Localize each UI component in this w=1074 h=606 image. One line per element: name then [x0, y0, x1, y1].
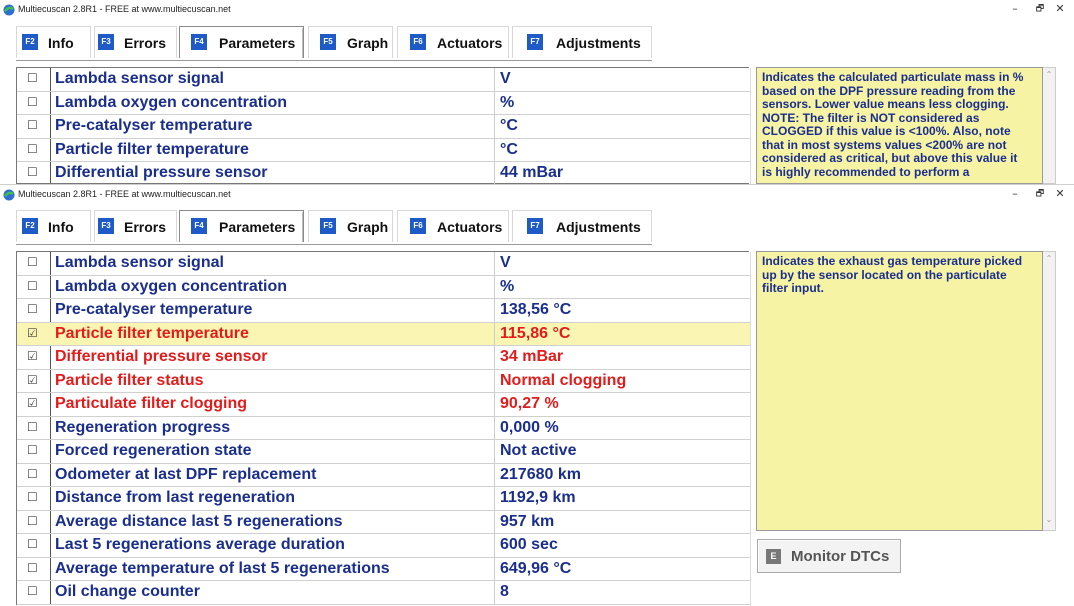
column-divider [494, 162, 495, 185]
column-divider [494, 139, 495, 162]
tab-label: Graph [347, 35, 389, 51]
table-row[interactable] [17, 511, 750, 535]
parameter-value: 44 mBar [500, 164, 564, 181]
tab-label: Info [48, 219, 74, 235]
checkbox-icon[interactable]: ☐ [27, 71, 38, 85]
table-row[interactable] [17, 487, 750, 511]
parameter-value: 90,27 % [500, 395, 559, 412]
table-row[interactable] [17, 534, 750, 558]
table-row[interactable] [17, 92, 750, 116]
table-row[interactable] [17, 139, 750, 163]
table-row[interactable] [17, 276, 750, 300]
column-divider [494, 252, 495, 275]
checkbox-icon[interactable]: ☐ [27, 584, 38, 598]
maximize-button[interactable]: 🗗 [1035, 4, 1045, 14]
parameter-value: 600 sec [500, 536, 558, 553]
parameter-name: Last 5 regenerations average duration [55, 536, 345, 553]
checkbox-checked-icon[interactable]: ☑ [27, 396, 38, 410]
f6-key-icon: F6 [410, 218, 426, 234]
table-row[interactable] [17, 558, 750, 582]
column-divider [494, 115, 495, 138]
app-icon [3, 4, 15, 16]
f5-key-icon: F5 [320, 34, 336, 50]
maximize-button[interactable]: 🗗 [1035, 189, 1045, 199]
table-row[interactable] [17, 370, 750, 394]
parameter-value: % [500, 277, 515, 295]
checkbox-checked-icon[interactable]: ☑ [27, 349, 38, 363]
checkbox-icon[interactable]: ☐ [27, 278, 38, 293]
table-row[interactable] [17, 299, 750, 323]
tab-label: Adjustments [556, 219, 641, 235]
column-divider [494, 487, 495, 510]
tab-label: Info [48, 35, 74, 51]
f7-key-icon: F7 [527, 218, 543, 234]
checkbox-icon[interactable]: ☐ [27, 165, 38, 179]
parameter-name: Lambda oxygen concentration [55, 93, 288, 111]
column-divider [494, 417, 495, 440]
parameter-name: Oil change counter [55, 583, 200, 600]
tab-errors[interactable] [94, 26, 177, 58]
minimize-button[interactable]: – [1012, 187, 1018, 200]
parameter-value: V [500, 70, 511, 87]
parameter-name: Lambda sensor signal [55, 70, 224, 87]
window-title: Multiecuscan 2.8R1 - FREE at www.multiecuscan.net [18, 189, 231, 199]
table-row[interactable] [17, 417, 750, 441]
column-divider [494, 464, 495, 487]
parameters-table [16, 251, 749, 605]
window-bottom [0, 184, 1074, 604]
parameter-name: Particle filter temperature [55, 324, 249, 342]
column-divider [494, 511, 495, 534]
table-row[interactable] [17, 68, 750, 92]
monitor-dtcs-button[interactable] [757, 539, 901, 573]
monitor-dtcs-label: Monitor DTCs [791, 548, 890, 565]
column-divider [494, 558, 495, 581]
table-row[interactable] [17, 393, 750, 417]
close-button[interactable]: ✕ [1055, 187, 1065, 200]
table-row[interactable] [17, 464, 750, 488]
checkbox-icon[interactable]: ☐ [27, 443, 38, 457]
parameter-name: Lambda oxygen concentration [55, 277, 288, 295]
tab-label: Errors [124, 219, 167, 235]
parameter-name: Average temperature of last 5 regenerations [55, 559, 390, 577]
parameter-value: 115,86 °C [500, 324, 571, 342]
parameter-value: 957 km [500, 512, 555, 530]
column-divider [494, 68, 495, 91]
tab-label: Actuators [437, 35, 503, 51]
parameter-name: Odometer at last DPF replacement [55, 465, 317, 483]
tab-adjustments[interactable] [512, 26, 652, 58]
description-scrollbar[interactable] [1043, 67, 1056, 184]
app-icon [3, 189, 15, 201]
checkbox-icon[interactable]: ☐ [27, 255, 38, 269]
parameter-value: °C [500, 140, 518, 158]
parameter-name: Regeneration progress [55, 418, 231, 436]
tab-info[interactable] [16, 26, 91, 58]
table-row[interactable] [17, 115, 750, 139]
parameter-name: Distance from last regeneration [55, 489, 296, 506]
parameter-value: Normal clogging [500, 371, 627, 389]
checkbox-icon[interactable]: ☐ [27, 560, 38, 575]
column-divider [494, 534, 495, 557]
f4-key-icon: F4 [191, 218, 207, 234]
checkbox-icon[interactable]: ☐ [27, 466, 38, 481]
parameter-name: Particle filter temperature [55, 140, 249, 158]
table-row[interactable] [17, 440, 750, 464]
close-button[interactable]: ✕ [1055, 2, 1065, 15]
parameter-value: 34 mBar [500, 348, 564, 365]
table-row[interactable] [17, 581, 750, 605]
tab-adjustments[interactable] [512, 210, 652, 242]
parameter-value: °C [500, 117, 518, 134]
window-title: Multiecuscan 2.8R1 - FREE at www.multiecuscan.net [18, 4, 231, 14]
parameter-value: 1192,9 km [500, 489, 576, 506]
checkbox-icon[interactable]: ☐ [27, 513, 38, 528]
checkbox-icon[interactable]: ☐ [27, 302, 38, 316]
tab-label: Actuators [437, 219, 503, 235]
column-divider [494, 299, 495, 322]
parameter-value: 8 [500, 583, 509, 600]
column-divider [494, 92, 495, 115]
tab-errors[interactable] [94, 210, 177, 242]
tab-label: Graph [347, 219, 389, 235]
parameter-name: Lambda sensor signal [55, 254, 224, 271]
checkbox-icon[interactable]: ☐ [27, 537, 38, 551]
parameter-name: Differential pressure sensor [55, 348, 268, 365]
parameter-name: Particle filter status [55, 371, 204, 389]
column-divider [494, 370, 495, 393]
parameter-description: Indicates the exhaust gas temperature picked up by the sensor located on the particulate filter input. [756, 251, 1043, 531]
column-divider [494, 323, 495, 346]
tab-label: Parameters [219, 219, 296, 235]
f7-key-icon: F7 [527, 34, 543, 50]
column-divider [494, 440, 495, 463]
parameters-table [16, 67, 749, 184]
parameter-value: % [500, 93, 515, 111]
parameter-value: 217680 km [500, 465, 581, 483]
column-divider [494, 393, 495, 416]
parameter-name: Average distance last 5 regenerations [55, 512, 343, 530]
f3-key-icon: F3 [98, 218, 114, 234]
f3-key-icon: F3 [98, 34, 114, 50]
tab-bar [16, 26, 652, 61]
checkbox-icon[interactable]: ☐ [27, 419, 38, 434]
tab-graph[interactable] [308, 210, 393, 242]
parameter-value: 138,56 °C [500, 301, 572, 318]
tab-parameters[interactable] [179, 26, 304, 58]
parameter-name: Pre-catalyser temperature [55, 117, 253, 134]
f4-key-icon: F4 [191, 34, 207, 50]
tab-parameters[interactable] [179, 210, 304, 242]
parameter-value: V [500, 254, 511, 271]
f5-key-icon: F5 [320, 218, 336, 234]
parameter-name: Differential pressure sensor [55, 164, 268, 181]
checkbox-checked-icon[interactable]: ☑ [27, 325, 38, 340]
tab-info[interactable] [16, 210, 91, 242]
scroll-up-icon[interactable]: ⌃ [1045, 70, 1053, 79]
parameter-name: Particulate filter clogging [55, 395, 248, 412]
tab-label: Parameters [219, 35, 296, 51]
table-row[interactable] [17, 346, 750, 370]
table-row[interactable] [17, 323, 750, 347]
title-bar[interactable] [0, 0, 1074, 20]
scroll-up-icon[interactable]: ⌃ [1045, 254, 1053, 263]
parameter-value: 649,96 °C [500, 559, 572, 577]
parameter-value: Not active [500, 442, 577, 459]
tab-actuators[interactable] [397, 210, 509, 242]
parameter-name: Forced regeneration state [55, 442, 252, 459]
minimize-button[interactable]: – [1012, 2, 1018, 15]
table-row[interactable] [17, 162, 750, 186]
column-divider [494, 276, 495, 299]
parameter-value: 0,000 % [500, 418, 559, 436]
column-divider [494, 346, 495, 369]
tab-label: Adjustments [556, 35, 641, 51]
f6-key-icon: F6 [410, 34, 426, 50]
checkbox-icon[interactable]: ☐ [27, 141, 38, 156]
description-scrollbar[interactable] [1043, 251, 1056, 531]
parameter-description: Indicates the calculated particulate mass in % based on the DPF pressure reading from the sensors. Lower value means less clogging. NOTE: The filter is NOT considered as CLOGGED if this value is <100%. Also, note that in most systems values <200% are not considered as critical, but above this value it is highly recommended to perform a [756, 67, 1043, 184]
tab-graph[interactable] [308, 26, 393, 58]
parameter-name: Pre-catalyser temperature [55, 301, 253, 318]
tab-bar [16, 210, 652, 245]
checkbox-icon[interactable]: ☐ [27, 490, 38, 504]
tab-actuators[interactable] [397, 26, 509, 58]
table-row[interactable] [17, 252, 750, 276]
e-key-icon: E [766, 549, 781, 564]
window-top [0, 0, 1074, 184]
checkbox-icon[interactable]: ☐ [27, 94, 38, 109]
f2-key-icon: F2 [22, 34, 38, 50]
checkbox-icon[interactable]: ☐ [27, 118, 38, 132]
f2-key-icon: F2 [22, 218, 38, 234]
title-bar[interactable] [0, 185, 1074, 205]
tab-label: Errors [124, 35, 167, 51]
scroll-down-icon[interactable]: ⌄ [1045, 515, 1053, 524]
column-divider [494, 581, 495, 604]
checkbox-checked-icon[interactable]: ☑ [27, 372, 38, 387]
